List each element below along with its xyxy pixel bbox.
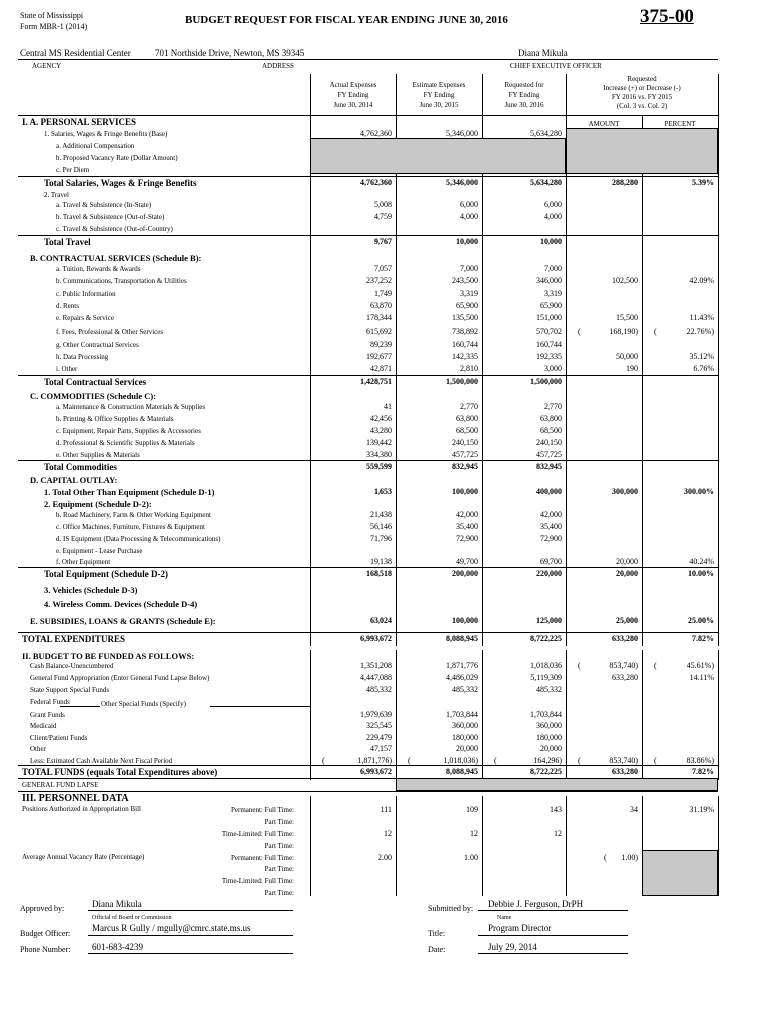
- row-label: Client/Patient Funds: [30, 734, 88, 742]
- row-value-col2: 4,000: [460, 212, 478, 221]
- row-value-col1: 559,599: [366, 462, 392, 471]
- col-change-header: Requested Increase (+) or Decrease (-) FY 2016 vs. FY 2015 (Col. 3 vs. Col. 2): [603, 75, 681, 110]
- row-value-col4: 15,500: [616, 313, 638, 322]
- row-value-col3: 65,900: [540, 301, 562, 310]
- budget-officer-name: Marcus R Gully / mgully@cmrc.state.ms.us: [92, 923, 251, 933]
- row-label: TOTAL FUNDS (equals Total Expenditures above): [22, 767, 218, 777]
- row-label: C. COMMODITIES (Schedule C):: [30, 391, 157, 401]
- row-value-col5: 6.76%: [693, 364, 714, 373]
- row-label: b. Printing & Office Supplies & Materials: [56, 415, 174, 423]
- row-label: II. BUDGET TO BE FUNDED AS FOLLOWS:: [22, 651, 195, 661]
- row-value-col4: 853,740): [609, 661, 638, 670]
- row-value-col1: 1,428,751: [360, 377, 392, 386]
- row-value-col1: 1,749: [374, 289, 392, 298]
- row-value-col5: 45.61%): [686, 661, 714, 670]
- row-value-col4: 20,000: [616, 569, 638, 578]
- gray-block-lapse: [396, 778, 718, 791]
- personnel-value-col1: 12: [384, 829, 392, 838]
- row-value-col2: 1,500,000: [446, 377, 478, 386]
- row-value-col1: 178,344: [366, 313, 392, 322]
- row-value-col3: 151,000: [536, 313, 562, 322]
- row-value-col1: 229,479: [366, 733, 392, 742]
- row-value-col2: 360,000: [452, 721, 478, 730]
- agency-address: 701 Northside Drive, Newton, MS 39345: [155, 48, 305, 58]
- row-divider: [18, 176, 718, 177]
- row-divider: [18, 765, 718, 766]
- row-value-col5: 7.82%: [692, 634, 714, 643]
- row-label: Cash Balance-Unencumbered: [30, 662, 114, 670]
- row-label: c. Office Machines, Furniture, Fixtures & Equipment: [56, 523, 205, 531]
- row-value-col3: 42,000: [540, 510, 562, 519]
- row-value-col4: 300,000: [612, 487, 638, 496]
- row-value-col1: 6,993,672: [360, 767, 392, 776]
- row-label: i. Other: [56, 365, 78, 373]
- gray-block-change: [566, 128, 718, 174]
- submission-date: July 29, 2014: [488, 942, 537, 952]
- row-value-col2: 63,800: [456, 414, 478, 423]
- row-value-col2: 5,346,000: [446, 178, 478, 187]
- row-value-col1: 7,057: [374, 264, 392, 273]
- personnel-line-label: Permanent: Full Time:: [230, 806, 294, 814]
- row-value-col1: 325,545: [366, 721, 392, 730]
- row-label: e. Other Supplies & Materials: [56, 451, 140, 459]
- row-label: D. CAPITAL OUTLAY:: [30, 475, 118, 485]
- paren-open: (: [654, 756, 657, 765]
- row-label: B. CONTRACTUAL SERVICES (Schedule B):: [30, 253, 202, 263]
- row-label: a. Maintenance & Construction Materials & Supplies: [56, 403, 206, 411]
- row-value-col3: 125,000: [536, 616, 562, 625]
- row-value-col3: 72,900: [540, 534, 562, 543]
- row-label: TOTAL EXPENDITURES: [22, 634, 125, 644]
- row-value-col3: 1,703,844: [530, 710, 562, 719]
- row-value-col2: 35,400: [456, 522, 478, 531]
- row-value-col5: 42.09%: [689, 276, 714, 285]
- personnel-value-col1: 111: [380, 805, 392, 814]
- row-value-col3: 2,770: [544, 402, 562, 411]
- row-value-col3: 400,000: [536, 487, 562, 496]
- row-label: I. A. PERSONAL SERVICES: [22, 117, 136, 127]
- row-label: 1. Salaries, Wages & Fringe Benefits (Base): [44, 130, 168, 138]
- budget-officer-label: Budget Officer:: [20, 929, 71, 938]
- row-value-col1: 5,008: [374, 200, 392, 209]
- row-value-col5: 25.00%: [688, 616, 714, 625]
- row-value-col3: 832,945: [536, 462, 562, 471]
- row-value-col2: 6,000: [460, 200, 478, 209]
- row-divider: [18, 460, 718, 461]
- row-label: c. Public Information: [56, 290, 116, 298]
- row-value-col1: 168,518: [366, 569, 392, 578]
- row-label: e. Equipment - Lease Purchase: [56, 547, 143, 555]
- row-value-col3: 63,800: [540, 414, 562, 423]
- row-value-col2: 135,500: [452, 313, 478, 322]
- row-label: 2. Travel: [44, 191, 69, 199]
- row-label: 4. Wireless Comm. Devices (Schedule D-4): [44, 599, 198, 609]
- row-value-col4: 50,000: [616, 352, 638, 361]
- gray-block-comp: [310, 138, 566, 174]
- row-value-col1: 1,979,639: [360, 710, 392, 719]
- row-value-col5: 11.43%: [689, 313, 714, 322]
- row-label: e. Repairs & Service: [56, 314, 114, 322]
- agency-label: AGENCY: [32, 62, 62, 70]
- row-value-col3: 8,722,225: [530, 767, 562, 776]
- row-value-col2: 4,486,029: [446, 673, 478, 682]
- personnel-value-col2: 109: [466, 805, 478, 814]
- page-title: BUDGET REQUEST FOR FISCAL YEAR ENDING JUNE 30, 2016: [185, 14, 508, 26]
- row-value-col3: 5,634,280: [530, 178, 562, 187]
- personnel-line-label: Time-Limited: Full Time:: [221, 830, 294, 838]
- row-label: Grant Funds: [30, 711, 65, 719]
- row-label: a. Additional Compensation: [56, 142, 135, 150]
- row-value-col3: 570,702: [536, 327, 562, 336]
- row-value-col2: 2,770: [460, 402, 478, 411]
- row-value-col1: 237,252: [366, 276, 392, 285]
- row-value-col4: 633,280: [612, 767, 638, 776]
- row-value-col1: 1,653: [374, 487, 392, 496]
- row-value-col2: 3,319: [460, 289, 478, 298]
- row-value-col3: 160,744: [536, 340, 562, 349]
- row-value-col3: 485,332: [536, 685, 562, 694]
- row-value-col2: 8,088,945: [446, 634, 478, 643]
- row-value-col1: 615,692: [366, 327, 392, 336]
- approved-by-label: Approved by:: [20, 904, 65, 913]
- row-value-col1: 192,677: [366, 352, 392, 361]
- personnel-value-col4: 1.00): [621, 853, 638, 862]
- general-fund-lapse-label: GENERAL FUND LAPSE: [22, 781, 99, 789]
- row-value-col4: 20,000: [616, 557, 638, 566]
- row-value-col2: 180,000: [452, 733, 478, 742]
- other-special-funds-label: Other Special Funds (Specify): [101, 700, 186, 708]
- row-value-col4: 190: [626, 364, 638, 373]
- row-value-col2: 200,000: [452, 569, 478, 578]
- row-value-col2: 49,700: [456, 557, 478, 566]
- row-value-col2: 8,088,945: [446, 767, 478, 776]
- row-value-col2: 7,000: [460, 264, 478, 273]
- positions-label: Positions Authorized in Appropriation Bill: [22, 805, 141, 813]
- row-value-col1: 89,239: [370, 340, 392, 349]
- row-value-col1: 47,157: [370, 744, 392, 753]
- row-label: h. Data Processing: [56, 353, 109, 361]
- row-value-col5: 7.82%: [692, 767, 714, 776]
- row-label: f. Other Equipment: [56, 558, 111, 566]
- row-value-col2: 68,500: [456, 426, 478, 435]
- row-label: Medicaid: [30, 722, 57, 730]
- row-value-col3: 10,000: [540, 237, 562, 246]
- row-value-col2: 243,500: [452, 276, 478, 285]
- row-value-col1: 63,870: [370, 301, 392, 310]
- row-value-col3: 240,150: [536, 438, 562, 447]
- date-label: Date:: [428, 945, 446, 954]
- personnel-line-label: Part Time:: [264, 865, 294, 873]
- row-value-col1: 41: [384, 402, 392, 411]
- row-value-col3: 4,000: [544, 212, 562, 221]
- row-label: a. Tuition, Rewards & Awards: [56, 265, 141, 273]
- row-label: Federal Funds: [30, 698, 70, 706]
- row-value-col4: 102,500: [612, 276, 638, 285]
- row-label: d. IS Equipment (Data Processing & Telecommunications): [56, 535, 221, 543]
- row-value-col2: 142,335: [452, 352, 478, 361]
- row-value-col5: 83.86%): [686, 756, 714, 765]
- col-requested-header: Requested for FY Ending June 30, 2016: [504, 81, 544, 109]
- row-value-col2: 457,725: [452, 450, 478, 459]
- row-label: b. Communications, Transportation & Utilities: [56, 277, 187, 285]
- row-value-col5: 22.76%): [686, 327, 714, 336]
- row-label: 3. Vehicles (Schedule D-3): [44, 585, 138, 595]
- row-value-col3: 35,400: [540, 522, 562, 531]
- row-value-col1: 63,024: [370, 616, 392, 625]
- row-value-col3: 220,000: [536, 569, 562, 578]
- row-value-col4: 25,000: [616, 616, 638, 625]
- name-label: Name: [497, 915, 512, 921]
- row-value-col4: 853,740): [609, 756, 638, 765]
- row-value-col2: 100,000: [452, 487, 478, 496]
- row-label: b. Travel & Subsistence (Out-of-State): [56, 213, 165, 221]
- personnel-value-col4: 34: [630, 805, 638, 814]
- personnel-value-col1: 2.00: [378, 853, 392, 862]
- row-value-col2: 65,900: [456, 301, 478, 310]
- row-value-col3: 69,700: [540, 557, 562, 566]
- row-label: d. Professional & Scientific Supplies & Materials: [56, 439, 195, 447]
- row-value-col1: 43,280: [370, 426, 392, 435]
- row-label: State Support Special Funds: [30, 686, 110, 694]
- row-value-col3: 5,634,280: [530, 129, 562, 138]
- row-value-col3: 180,000: [536, 733, 562, 742]
- row-value-col1: 21,438: [370, 510, 392, 519]
- row-value-col2: 72,900: [456, 534, 478, 543]
- row-value-col4: 633,280: [612, 634, 638, 643]
- row-value-col1: 19,138: [370, 557, 392, 566]
- official-label: Official of Board or Commission: [92, 915, 172, 921]
- personnel-value-col3: 143: [550, 805, 562, 814]
- row-divider: [18, 632, 718, 633]
- row-value-col1: 56,146: [370, 522, 392, 531]
- row-value-col1: 42,456: [370, 414, 392, 423]
- row-value-col3: 5,119,309: [530, 673, 562, 682]
- row-value-col1: 42,871: [370, 364, 392, 373]
- row-divider: [18, 567, 718, 568]
- personnel-value-col2: 1.00: [464, 853, 478, 862]
- form-id: Form MBR-1 (2014): [20, 22, 88, 31]
- row-value-col1: 1,871,776): [357, 756, 392, 765]
- personnel-line-label: Part Time:: [264, 842, 294, 850]
- row-label: 2. Equipment (Schedule D-2):: [44, 499, 152, 509]
- paren-open: (: [494, 756, 497, 765]
- row-label: Total Equipment (Schedule D-2): [44, 569, 168, 579]
- row-value-col2: 20,000: [456, 744, 478, 753]
- state-name: State of Mississippi: [20, 11, 84, 20]
- row-label: Total Salaries, Wages & Fringe Benefits: [44, 178, 197, 188]
- paren-open: (: [578, 661, 581, 670]
- row-value-col3: 346,000: [536, 276, 562, 285]
- percent-header: PERCENT: [664, 120, 696, 128]
- submitted-by-label: Submitted by:: [428, 904, 474, 913]
- personnel-value-col3: 12: [554, 829, 562, 838]
- row-divider: [18, 115, 718, 116]
- row-value-col2: 485,332: [452, 685, 478, 694]
- row-value-col1: 485,332: [366, 685, 392, 694]
- row-value-col4: 288,280: [612, 178, 638, 187]
- row-label: 1. Total Other Than Equipment (Schedule D-1): [44, 487, 215, 497]
- row-value-col2: 1,018,036): [443, 756, 478, 765]
- personnel-line-label: Part Time:: [264, 818, 294, 826]
- ceo-name: Diana Mikula: [518, 48, 568, 58]
- row-value-col3: 8,722,225: [530, 634, 562, 643]
- personnel-value-col5: 31.19%: [689, 805, 714, 814]
- row-value-col3: 6,000: [544, 200, 562, 209]
- row-value-col5: 5.39%: [692, 178, 714, 187]
- row-value-col3: 164,296): [533, 756, 562, 765]
- row-value-col2: 10,000: [456, 237, 478, 246]
- row-value-col2: 240,150: [452, 438, 478, 447]
- paren-open: (: [654, 661, 657, 670]
- row-label: a. Travel & Subsistence (In-State): [56, 201, 152, 209]
- row-value-col1: 4,759: [374, 212, 392, 221]
- row-label: Total Travel: [44, 237, 91, 247]
- amount-header: AMOUNT: [588, 120, 620, 128]
- row-value-col5: 35.12%: [689, 352, 714, 361]
- row-label: Other: [30, 745, 46, 753]
- row-label: E. SUBSIDIES, LOANS & GRANTS (Schedule E):: [30, 616, 216, 626]
- agency-name: Central MS Residential Center: [20, 48, 131, 58]
- row-divider: [18, 375, 718, 376]
- approved-by-name: Diana Mikula: [92, 899, 142, 909]
- row-value-col3: 3,000: [544, 364, 562, 373]
- row-value-col5: 14.11%: [689, 673, 714, 682]
- col-estimate-header: Estimate Expenses FY Ending June 30, 2015: [412, 81, 466, 109]
- row-value-col3: 192,335: [536, 352, 562, 361]
- row-value-col3: 68,500: [540, 426, 562, 435]
- row-value-col1: 4,447,088: [360, 673, 392, 682]
- paren-open: (: [654, 327, 657, 336]
- row-value-col4: 168,190): [609, 327, 638, 336]
- row-label: b. Road Machinery, Farm & Other Working Equipment: [56, 511, 211, 519]
- paren-open: (: [604, 853, 607, 862]
- row-label: Less: Estimated Cash Available Next Fiscal Period: [30, 757, 173, 765]
- address-label: ADDRESS: [262, 62, 294, 70]
- paren-open: (: [322, 756, 325, 765]
- submitted-by-name: Debbie J. Ferguson, DrPH: [488, 899, 584, 909]
- row-value-col2: 738,892: [452, 327, 478, 336]
- row-value-col5: 300.00%: [684, 487, 714, 496]
- row-value-col2: 1,871,776: [446, 661, 478, 670]
- row-value-col3: 3,319: [544, 289, 562, 298]
- row-label: Total Contractual Services: [44, 377, 147, 387]
- row-value-col1: 139,442: [366, 438, 392, 447]
- row-label: General Fund Appropriation (Enter General Fund Lapse Below): [30, 674, 210, 682]
- personnel-title: III. PERSONNEL DATA: [22, 793, 129, 804]
- row-label: f. Fees, Professional & Other Services: [56, 328, 164, 336]
- row-value-col3: 20,000: [540, 744, 562, 753]
- paren-open: (: [578, 756, 581, 765]
- row-value-col3: 457,725: [536, 450, 562, 459]
- row-value-col5: 10.00%: [688, 569, 714, 578]
- row-value-col3: 360,000: [536, 721, 562, 730]
- row-value-col5: 40.24%: [689, 557, 714, 566]
- col-actual-header: Actual Expenses FY Ending June 30, 2014: [329, 81, 377, 109]
- row-label: g. Other Contractual Services: [56, 341, 139, 349]
- row-label: d. Rents: [56, 302, 79, 310]
- paren-open: (: [408, 756, 411, 765]
- row-label: b. Proposed Vacancy Rate (Dollar Amount): [56, 154, 178, 162]
- row-value-col1: 6,993,672: [360, 634, 392, 643]
- row-value-col2: 160,744: [452, 340, 478, 349]
- row-value-col3: 7,000: [544, 264, 562, 273]
- row-value-col1: 4,762,360: [360, 178, 392, 187]
- title-label: Title:: [428, 929, 446, 938]
- ceo-label: CHIEF EXECUTIVE OFFICER: [510, 62, 602, 70]
- row-label: Total Commodities: [44, 462, 117, 472]
- row-value-col1: 71,796: [370, 534, 392, 543]
- personnel-line-label: Time-Limited: Full Time:: [221, 877, 294, 885]
- submitter-title: Program Director: [488, 923, 552, 933]
- paren-open: (: [578, 327, 581, 336]
- row-value-col2: 100,000: [452, 616, 478, 625]
- vacancy-label: Average Annual Vacancy Rate (Percentage): [22, 853, 145, 861]
- row-value-col3: 1,018,036: [530, 661, 562, 670]
- personnel-line-label: Part Time:: [264, 889, 294, 897]
- row-value-col1: 334,380: [366, 450, 392, 459]
- row-value-col2: 2,810: [460, 364, 478, 373]
- row-label: c. Equipment, Repair Parts, Supplies & Accessories: [56, 427, 201, 435]
- row-label: c. Per Diem: [56, 166, 90, 174]
- row-value-col2: 832,945: [452, 462, 478, 471]
- personnel-value-col2: 12: [470, 829, 478, 838]
- row-value-col1: 4,762,360: [360, 129, 392, 138]
- row-value-col2: 42,000: [456, 510, 478, 519]
- gray-block-vacancy: [642, 850, 718, 896]
- phone-label: Phone Number:: [20, 945, 71, 954]
- row-divider: [18, 235, 718, 236]
- row-label: c. Travel & Subsistence (Out-of-Country): [56, 225, 173, 233]
- row-value-col3: 1,500,000: [530, 377, 562, 386]
- row-value-col2: 1,703,844: [446, 710, 478, 719]
- personnel-line-label: Permanent: Full Time:: [230, 854, 294, 862]
- row-value-col1: 1,351,208: [360, 661, 392, 670]
- row-value-col2: 5,346,000: [446, 129, 478, 138]
- form-number: 375-00: [640, 6, 694, 27]
- row-value-col1: 9,767: [374, 237, 392, 246]
- row-value-col4: 633,280: [612, 673, 638, 682]
- phone-number: 601-683-4239: [92, 942, 143, 952]
